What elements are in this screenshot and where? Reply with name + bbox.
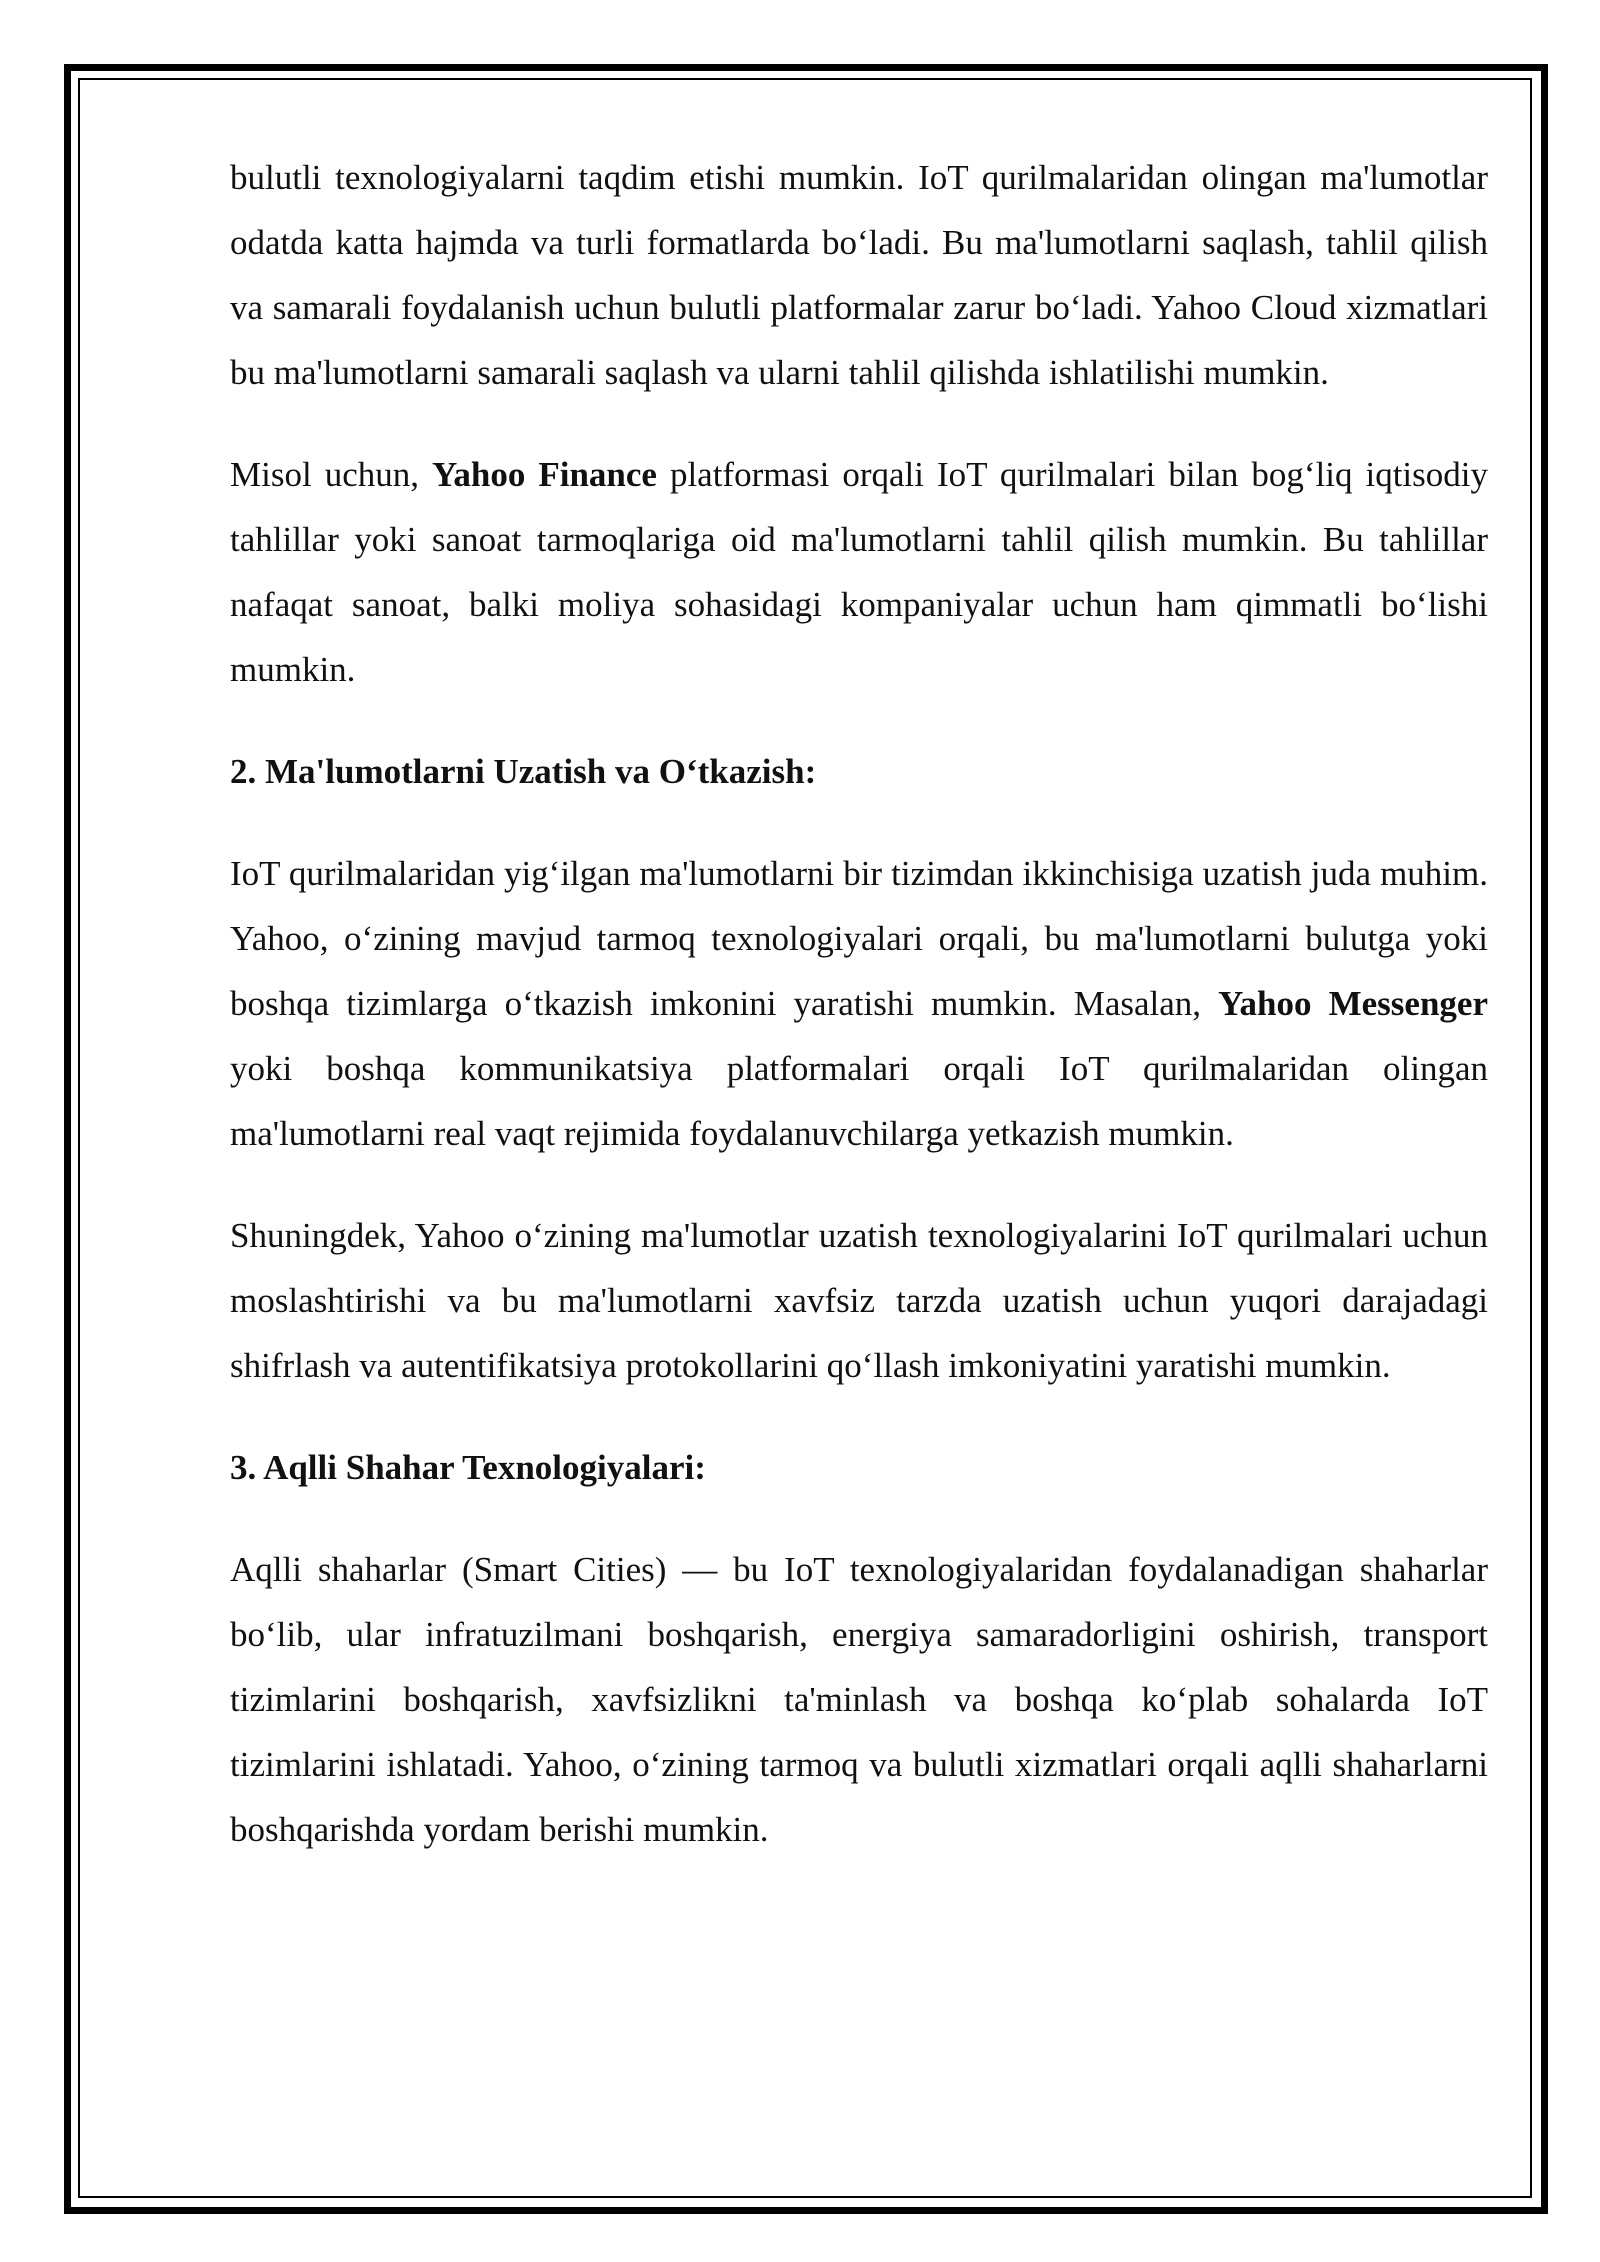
section-heading-smart-city — [230, 1435, 1488, 1500]
paragraph-encryption — [230, 1203, 1488, 1398]
paragraph-yahoo-finance — [230, 442, 1488, 702]
paragraph-text-start: IoT qurilmalaridan yigʻilgan ma'lumotlarni bir tizimdan ikkinchisiga uzatish juda muhim. Yahoo, oʻzining mavjud tarmoq texnologiyalari orqali, bu ma'lumotlarni bulutga yoki boshqa tizimlarga oʻtkazish imkonini yaratishi mumkin. Masalan, — [230, 854, 1488, 1023]
paragraph-text: bulutli texnologiyalarni taqdim etishi mumkin. IoT qurilmalaridan olingan ma'lumotlar odatda katta hajmda va turli formatlarda boʻladi. Bu ma'lumotlarni saqlash, tahlil qilish va samarali foydalanish uchun bulutli platformalar zarur boʻladi. Yahoo Cloud xizmatlari bu ma'lumotlarni samarali saqlash va ularni tahlil qilishda ishlatilishi mumkin. — [230, 158, 1488, 392]
paragraph-text-end: yoki boshqa kommunikatsiya platformalari orqali IoT qurilmalaridan olingan ma'lumotlarni real vaqt rejimida foydalanuvchilarga yetkazish mumkin. — [230, 1049, 1488, 1153]
paragraph-text-end: platformasi orqali IoT qurilmalari bilan bogʻliq iqtisodiy tahlillar yoki sanoat tarmoqlariga oid ma'lumotlarni tahlil qilish mumkin. Bu tahlillar nafaqat sanoat, balki moliya sohasidagi kompaniyalar uchun ham qimmatli boʻlishi mumkin. — [230, 455, 1488, 689]
paragraph-cloud-storage — [230, 145, 1488, 405]
heading-text: 2. Ma'lumotlarni Uzatish va Oʻtkazish: — [230, 752, 817, 791]
paragraph-text: Shuningdek, Yahoo oʻzining ma'lumotlar uzatish texnologiyalarini IoT qurilmalari uchun moslashtirishi va bu ma'lumotlarni xavfsiz tarzda uzatish uchun yuqori darajadagi shifrlash va autentifikatsiya protokollarini qoʻllash imkoniyatini yaratishi mumkin. — [230, 1216, 1488, 1385]
document-body — [230, 145, 1488, 1899]
paragraph-data-transfer — [230, 841, 1488, 1166]
yahoo-finance-term: Yahoo Finance — [431, 455, 657, 494]
paragraph-text: Aqlli shaharlar (Smart Cities) — bu IoT texnologiyalaridan foydalanadigan shaharlar boʻlib, ular infratuzilmani boshqarish, energiya samaradorligini oshirish, transport tizimlarini boshqarish, xavfsizlikni ta'minlash va boshqa koʻplab sohalarda IoT tizimlarini ishlatadi. Yahoo, oʻzining tarmoq va bulutli xizmatlari orqali aqlli shaharlarni boshqarishda yordam berishi mumkin. — [230, 1550, 1488, 1849]
heading-text: 3. Aqlli Shahar Texnologiyalari: — [230, 1448, 706, 1487]
paragraph-smart-cities — [230, 1537, 1488, 1862]
paragraph-text-start: Misol uchun, — [230, 455, 432, 494]
yahoo-messenger-term: Yahoo Messenger — [1218, 984, 1488, 1023]
section-heading-data-transfer — [230, 739, 1488, 804]
